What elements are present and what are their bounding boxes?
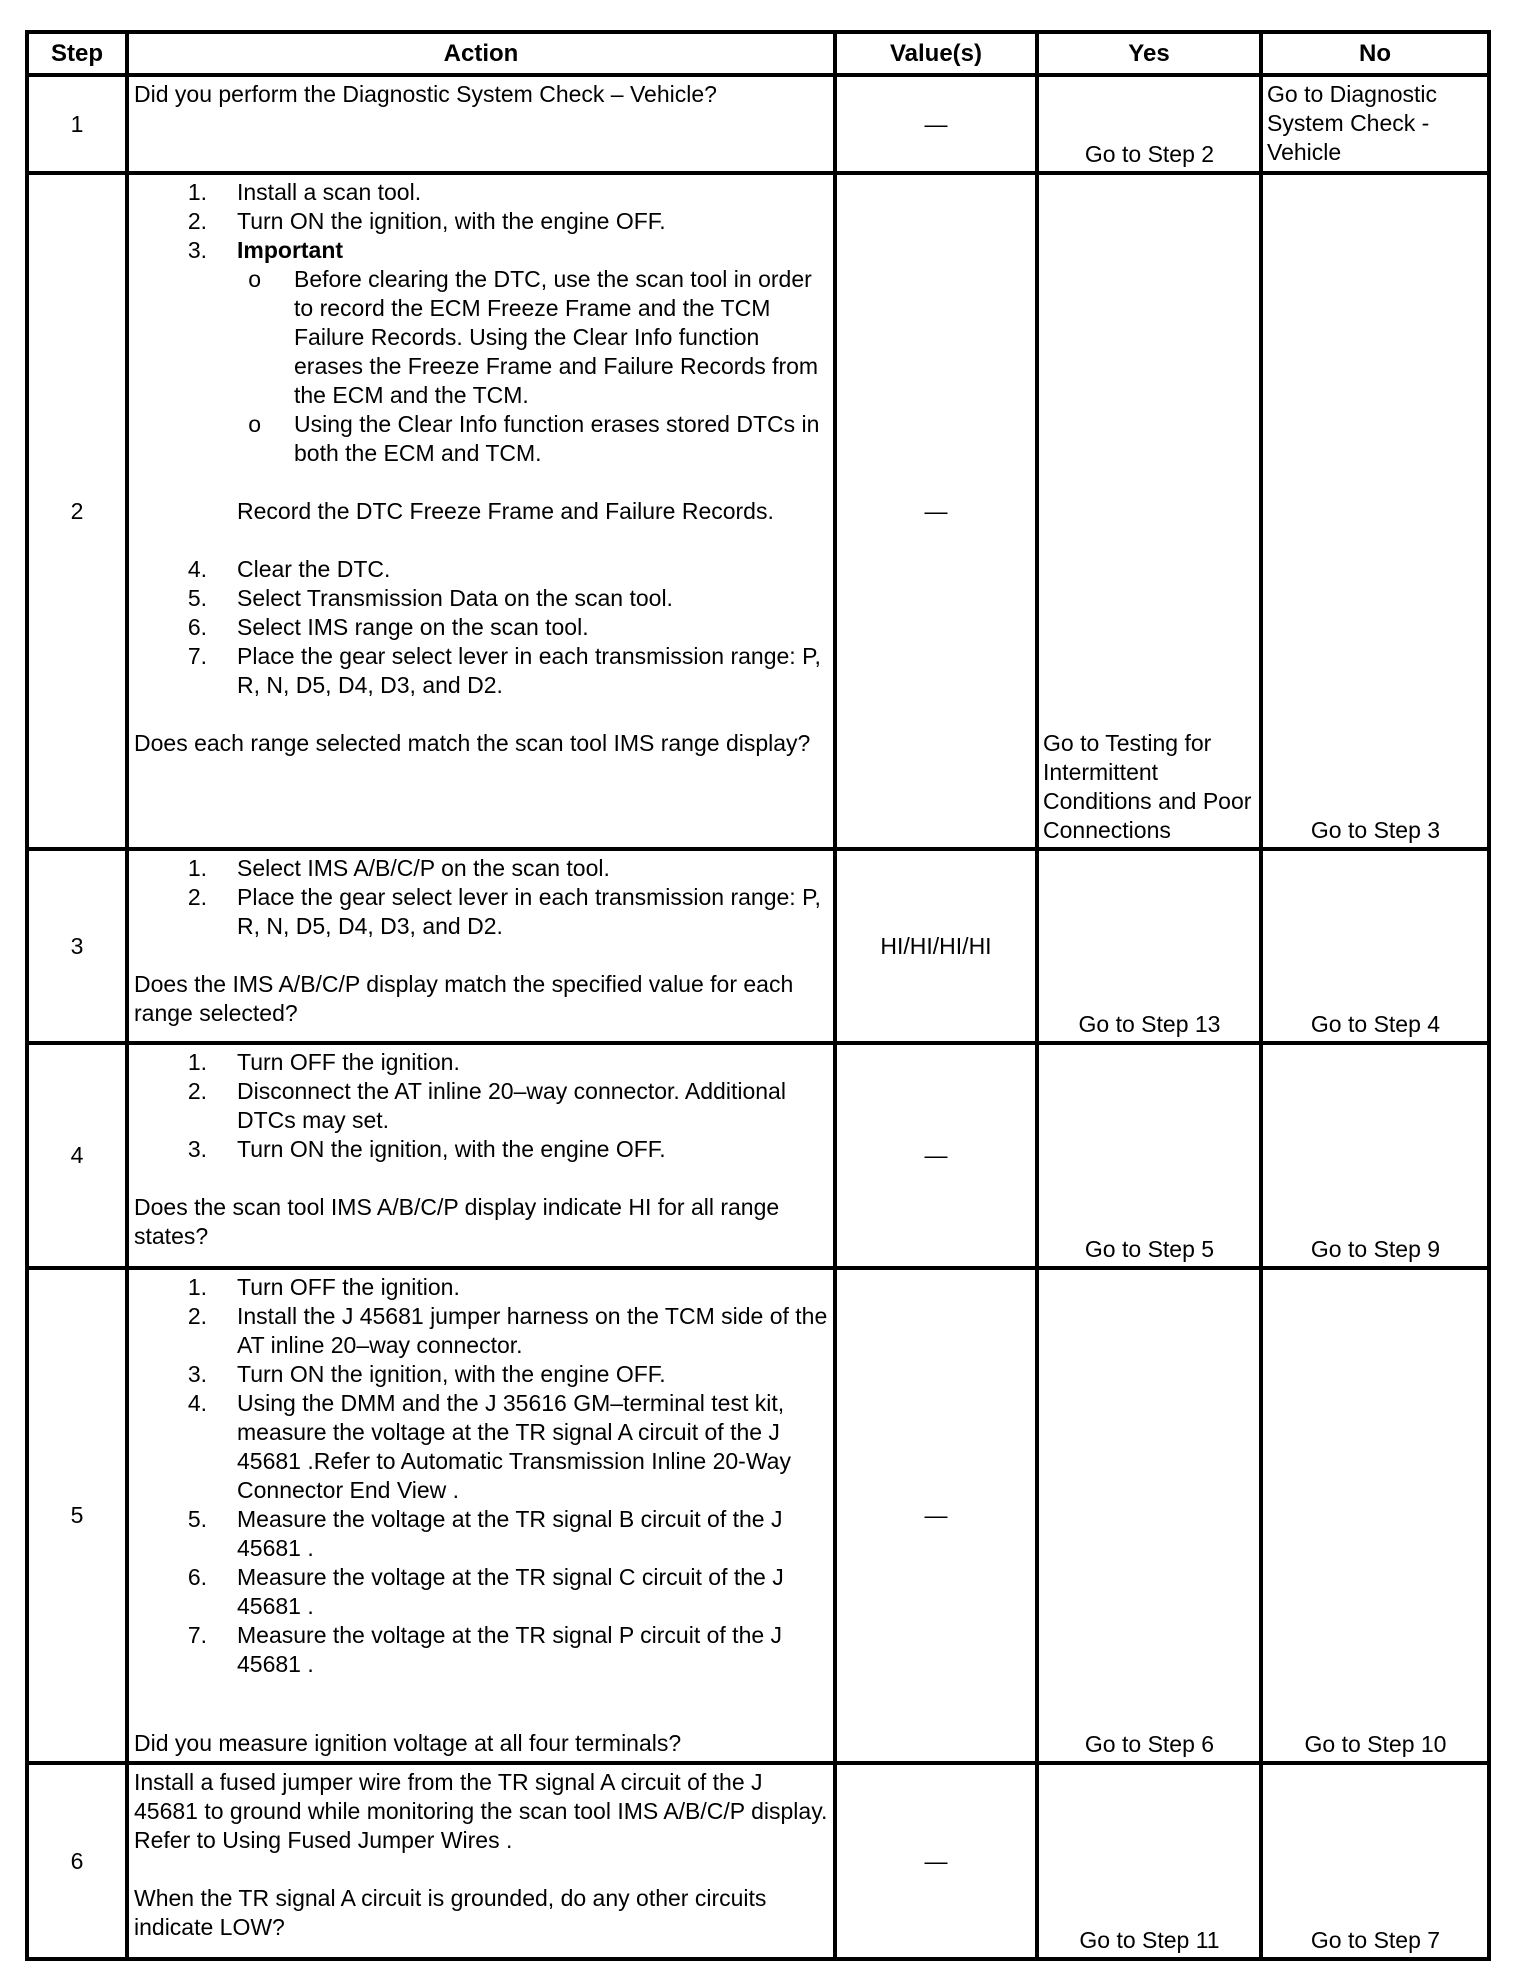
question-text: Did you measure ignition voltage at all four terminals? [134, 1730, 682, 1756]
header-yes: Yes [1037, 32, 1261, 75]
table-row [27, 1043, 1489, 1268]
list-item: 6. Select IMS range on the scan tool. [187, 614, 589, 640]
list-item: 4. Using the DMM and the J 35616 GM–terminal test kit, measure the voltage at the TR signal A circuit of the J 45681 .Refer to Automatic Transmission Inline 20-Way Connector End View . [187, 1390, 791, 1503]
no-cell[interactable]: Go to Diagnostic System Check - Vehicle [1261, 75, 1489, 173]
header-row [27, 32, 1489, 75]
yes-cell[interactable]: Go to Step 6 [1037, 1268, 1261, 1763]
action-cell [127, 849, 835, 1043]
action-cell [127, 173, 835, 849]
action-text: Install a fused jumper wire from the TR signal A circuit of the J 45681 to ground while monitoring the scan tool IMS A/B/C/P display. Refer to Using Fused Jumper Wires . [134, 1769, 828, 1853]
step-number: 1 [27, 75, 127, 173]
value-cell: — [835, 173, 1037, 849]
record-note: Record the DTC Freeze Frame and Failure Records. [237, 498, 774, 524]
no-cell[interactable]: Go to Step 10 [1261, 1268, 1489, 1763]
header-values: Value(s) [835, 32, 1037, 75]
value-cell: HI/HI/HI/HI [835, 849, 1037, 1043]
list-item: 7. Measure the voltage at the TR signal P circuit of the J 45681 . [187, 1622, 783, 1677]
list-item: 2. Disconnect the AT inline 20–way connector. Additional DTCs may set. [187, 1078, 786, 1133]
list-item: 1. Turn OFF the ignition. [187, 1049, 460, 1075]
list-item: 1. Install a scan tool. [187, 179, 422, 205]
header-step: Step [27, 32, 127, 75]
no-cell[interactable]: Go to Step 7 [1261, 1763, 1489, 1959]
list-item: 1. Turn OFF the ignition. [187, 1274, 460, 1300]
list-item: 5. Measure the voltage at the TR signal B circuit of the J 45681 . [187, 1506, 783, 1561]
list-item: 7. Place the gear select lever in each transmission range: P, R, N, D5, D4, D3, and D2. [187, 643, 821, 698]
no-cell[interactable]: Go to Step 4 [1261, 849, 1489, 1043]
value-cell: — [835, 1763, 1037, 1959]
question-text: When the TR signal A circuit is grounded, do any other circuits indicate LOW? [134, 1885, 767, 1940]
action-text: Did you perform the Diagnostic System Check – Vehicle? [134, 81, 717, 107]
table-row [27, 1268, 1489, 1763]
list-item: 2. Install the J 45681 jumper harness on the TCM side of the AT inline 20–way connector. [187, 1303, 828, 1358]
step-number: 2 [27, 173, 127, 849]
question-text: Does the IMS A/B/C/P display match the specified value for each range selected? [134, 971, 794, 1026]
yes-cell[interactable]: Go to Step 2 [1037, 75, 1261, 173]
bullet-item: o Using the Clear Info function erases stored DTCs in both the ECM and TCM. [248, 411, 820, 466]
header-no: No [1261, 32, 1489, 75]
no-cell[interactable]: Go to Step 9 [1261, 1043, 1489, 1268]
value-cell: — [835, 75, 1037, 173]
table-row [27, 75, 1489, 173]
value-cell: — [835, 1043, 1037, 1268]
yes-cell[interactable]: Go to Step 11 [1037, 1763, 1261, 1959]
action-cell [127, 1763, 835, 1959]
table-row [27, 1763, 1489, 1959]
list-item: 3. Important [187, 237, 344, 263]
list-item: 3. Turn ON the ignition, with the engine OFF. [187, 1361, 666, 1387]
bullet-item: o Before clearing the DTC, use the scan tool in order to record the ECM Freeze Frame and the TCM Failure Records. Using the Clear Info function erases the Freeze Frame and Failure Records from the ECM and the TCM. [248, 266, 819, 408]
step-number: 4 [27, 1043, 127, 1268]
list-item: 3. Turn ON the ignition, with the engine OFF. [187, 1136, 666, 1162]
value-cell: — [835, 1268, 1037, 1763]
diagnostic-table [25, 30, 1491, 1961]
step-number: 6 [27, 1763, 127, 1959]
important-label: Important [237, 237, 344, 263]
no-cell[interactable]: Go to Step 3 [1261, 173, 1489, 849]
yes-cell[interactable]: Go to Step 13 [1037, 849, 1261, 1043]
yes-cell[interactable]: Go to Step 5 [1037, 1043, 1261, 1268]
step-number: 3 [27, 849, 127, 1043]
table-row [27, 173, 1489, 849]
action-cell [127, 1043, 835, 1268]
table-row [27, 849, 1489, 1043]
list-item: 6. Measure the voltage at the TR signal C circuit of the J 45681 . [187, 1564, 784, 1619]
list-item: 2. Turn ON the ignition, with the engine OFF. [187, 208, 666, 234]
question-text: Does the scan tool IMS A/B/C/P display indicate HI for all range states? [134, 1194, 780, 1249]
question-text: Does each range selected match the scan tool IMS range display? [134, 730, 811, 756]
list-item: 2. Place the gear select lever in each transmission range: P, R, N, D5, D4, D3, and D2. [187, 884, 821, 939]
list-item: 1. Select IMS A/B/C/P on the scan tool. [187, 855, 610, 881]
list-item: 4. Clear the DTC. [187, 556, 391, 582]
yes-cell[interactable]: Go to Testing for Intermittent Conditions and Poor Connections [1037, 173, 1261, 849]
action-cell [127, 75, 835, 173]
list-item: 5. Select Transmission Data on the scan tool. [187, 585, 673, 611]
step-number: 5 [27, 1268, 127, 1763]
header-action: Action [127, 32, 835, 75]
action-cell [127, 1268, 835, 1763]
